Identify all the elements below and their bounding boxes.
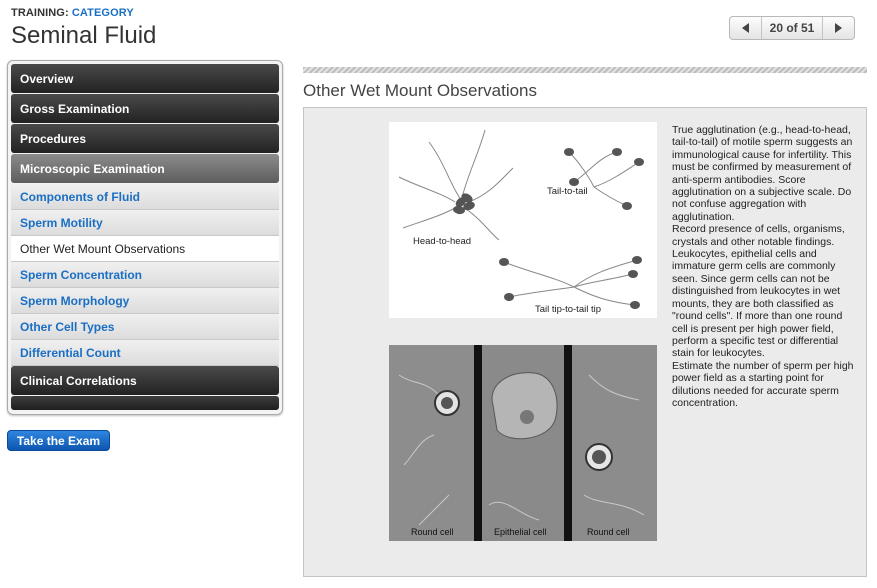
content-panel (303, 107, 867, 577)
page-title: Seminal Fluid (11, 22, 157, 49)
prev-page-button[interactable] (730, 17, 762, 39)
label-tail-to-tail: Tail-to-tail (547, 186, 588, 197)
subnav-other-cell-types[interactable]: Other Cell Types (11, 314, 279, 340)
subnav-sperm-concentration[interactable]: Sperm Concentration (11, 262, 279, 288)
next-page-button[interactable] (822, 17, 854, 39)
category-link[interactable]: CATEGORY (71, 7, 134, 19)
breadcrumb (11, 7, 134, 19)
sidebar-item-overview[interactable]: Overview (11, 64, 279, 93)
agglutination-diagram (389, 122, 657, 318)
label-round-cell-left: Round cell (411, 527, 454, 537)
micrograph-panel (389, 345, 657, 541)
arrow-left-icon (742, 23, 749, 33)
label-epithelial-cell: Epithelial cell (494, 527, 547, 537)
subnav-sperm-morphology[interactable]: Sperm Morphology (11, 288, 279, 314)
sidebar-item-gross-examination[interactable]: Gross Examination (11, 94, 279, 123)
take-exam-button[interactable]: Take the Exam (7, 430, 110, 451)
sidebar-footer (11, 396, 279, 410)
cell-micrographs (389, 345, 657, 541)
training-label: TRAINING: (11, 7, 69, 19)
section-divider (303, 67, 867, 73)
subnav-other-wet-mount-observations[interactable]: Other Wet Mount Observations (11, 236, 279, 262)
arrow-right-icon (835, 23, 842, 33)
sidebar-nav (7, 60, 283, 415)
paragraph-round-cells: Record presence of cells, organisms, crystals and other notable findings. Leukocytes, epithelial cells and immature germ cells are commonly seen. Since germ cells can not be distinguished from leukocytes in wet mounts, they are both classified as "round cells". If more than one round cell is present per high power field, perform a specific test or differential stain for leukocytes. (672, 223, 845, 360)
agglutination-illustration (389, 122, 657, 318)
subnav-differential-count[interactable]: Differential Count (11, 340, 279, 366)
paragraph-agglutination: True agglutination (e.g., head-to-head, tail-to-tail) of motile sperm suggests an immunological cause for infertility. This must be confirmed by measurement of anti-sperm antibodies. Score agglutination on a subjective scale. Do not confuse aggregation with agglutination. (672, 124, 853, 223)
sidebar-item-microscopic-examination[interactable]: Microscopic Examination (11, 154, 279, 183)
page-navigator (729, 16, 855, 40)
subnav-components-of-fluid[interactable]: Components of Fluid (11, 184, 279, 210)
label-round-cell-right: Round cell (587, 527, 630, 537)
subnav-sperm-motility[interactable]: Sperm Motility (11, 210, 279, 236)
observation-text (672, 124, 860, 409)
sidebar-item-procedures[interactable]: Procedures (11, 124, 279, 153)
label-tail-tip: Tail tip-to-tail tip (535, 304, 601, 315)
page-count: 20 of 51 (769, 21, 815, 35)
label-head-to-head: Head-to-head (413, 236, 472, 247)
paragraph-estimate: Estimate the number of sperm per high power field as a starting point for dilutions needed for accurate sperm concentration. (672, 359, 854, 409)
section-title: Other Wet Mount Observations (303, 81, 538, 100)
sidebar-item-clinical-correlations[interactable]: Clinical Correlations (11, 366, 279, 395)
